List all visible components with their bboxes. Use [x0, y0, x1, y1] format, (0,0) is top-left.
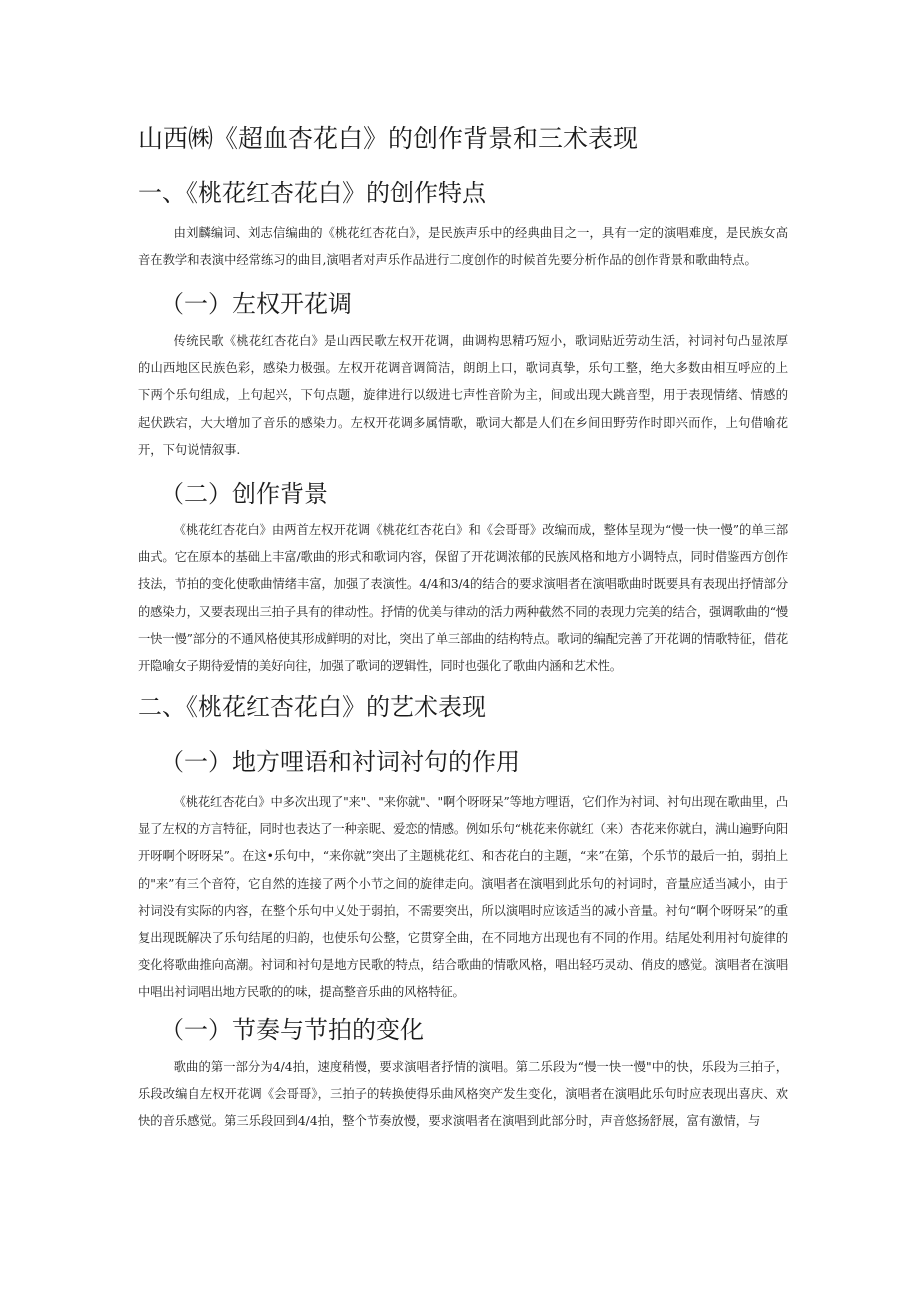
page-title: 山西㈱《超血杏花白》的创作背景和三术表现 — [138, 124, 639, 153]
subsection-2-2-paragraph: 歌曲的第一部分为4/4拍，速度稍慢，要求演唱者抒情的演唱。第二乐段为“慢一快一慢"中的快，乐段为三拍子，乐段改编自左权开花调《会哥哥》，三拍子的转换使得乐曲风格突产发生变化，演唱者在演唱此乐句时应表现出喜庆、欢快的音乐感觉。第三乐段回到4/4拍，整个节奏放慢，要求演唱者在演唱到此部分时，声音悠扬舒展，富有激情，与 — [138, 1060, 788, 1129]
subsection-2-1-paragraph: 《桃花红杏花白》中多次出现了"来"、"来你就"、"啊个呀呀呆”等地方哩语，它们作为衬词、衬句出现在歌曲里，凸显了左权的方言特征，同时也表达了一种亲昵、爱恋的情感。例如乐句“桃花来你就红（来）杏花来你就白，满山遍野向阳开呀啊个呀呀呆”。在这•乐句中，“来你就”突出了主题桃花红、和杏花白的主题，“来”在第，个乐节的最后一拍，弱拍上的"来”有三个音符，它自然的连接了两个小节之间的旋律走向。演唱者在演唱到此乐句的衬词时，音量应适当减小，由于衬词没有实际的内容，在整个乐句中乂处于弱拍，不需要突出，所以演唱时应该适当的减小音量。衬句“啊个呀呀呆”的重复出现既解决了乐句结尾的归韵，也使乐句公整，它贯穿全曲，在不同地方出现也有不同的作用。结尾处利用衬句旋律的变化将歌曲推向高潮。衬词和衬句是地方民歌的特点，结合歌曲的情歌风格，唱出轻巧灵动、俏皮的感觉。演唱者在演唱中唱出衬词唱出地方民歌的的味，提高整音乐曲的风格特征。 — [138, 795, 788, 1000]
subsection-heading-1-1: （一）左权开花调 — [160, 290, 352, 318]
subsection-heading-2-1: （一）地方哩语和衬词衬句的作用 — [160, 748, 520, 776]
section-1-intro-paragraph: 由刘麟编词、刘志信编曲的《桃花红杏花白》，是民族声乐中的经典曲目之一，具有一定的演唱难度，是民族女高音在教学和表演中经常练习的曲目,演唱者对声乐作品进行二度创作的时候首先要分析作品的创作背景和歌曲特点。 — [138, 226, 788, 268]
subsection-1-1-paragraph: 传统民歌《桃花红杏花白》是山西民歌左权开花调，曲调构思精巧短小，歌词贴近劳动生活，衬词衬句凸显浓厚的山西地区民族色彩，感染力极强。左权开花调音调简洁，朗朗上口，歌词真挚，乐句工整，绝大多数由相互呼应的上下两个乐句组成，上句起兴，下句点题，旋律进行以级进七声性音阶为主，间或出现大跳音型，用于表现情绪、情感的起伏跌宕，大大增加了音乐的感染力。左权开花调多属情歌，歌词大都是人们在乡间田野劳作时即兴而作，上句借喻花开，下句说情叙事. — [138, 334, 788, 457]
section-heading-1: 一、《桃花红杏花白》的创作特点 — [138, 179, 486, 207]
subsection-1-2-paragraph: 《桃花红杏花白》由两首左权开花调《桃花红杏花白》和《会哥哥》改编而成，整体呈现为“慢一快一慢”的单三部曲式。它在原本的基础上丰富/歌曲的形式和歌词内容，保留了开花调浓郁的民族风格和地方小调特点，同时借鉴西方创作技法，节拍的变化使歌曲情绪丰富，加强了表演性。4/4和3/4的结合的要求演唱者在演唱歌曲时既要具有表现出抒情部分的感染力，又要表现出三拍子具有的律动性。抒情的优美与律动的活力两种截然不同的表现力完美的结合，强调歌曲的“慢一快一慢”部分的不通风格使其形成鲜明的对比，突出了单三部曲的结构特点。歌词的编配完善了开花调的情歌特征，借花开隐喻女子期待爱情的美好向往，加强了歌词的逻辑性，同时也强化了歌曲内涵和艺术性。 — [138, 523, 788, 674]
section-heading-2: 二、《桃花红杏花白》的艺术表现 — [138, 693, 486, 721]
subsection-heading-2-2: （一）节奏与节拍的变化 — [160, 1016, 424, 1044]
subsection-heading-1-2: （二）创作背景 — [160, 480, 328, 508]
